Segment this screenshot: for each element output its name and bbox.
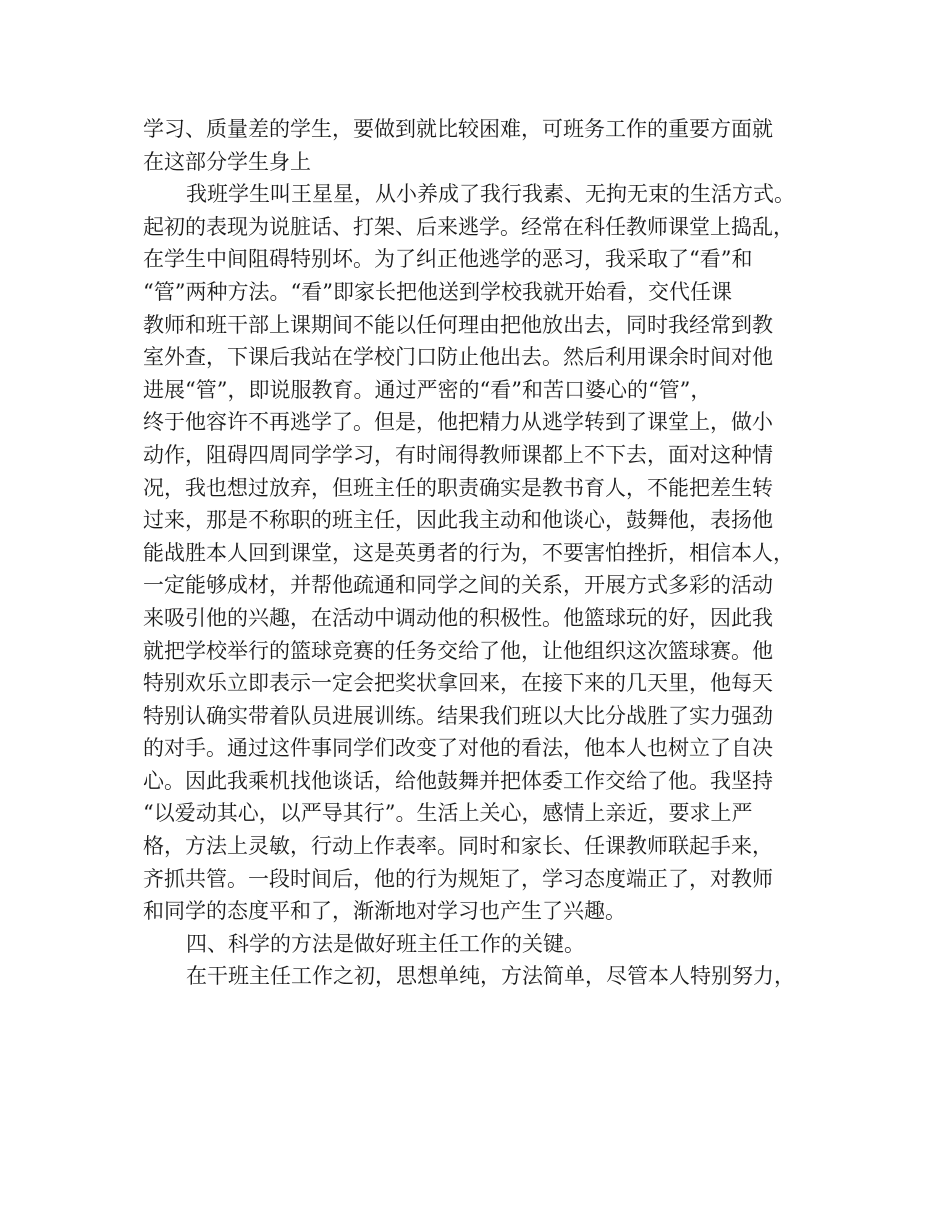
- text-line: 在这部分学生身上: [143, 149, 311, 174]
- text-line: 能战胜本人回到课堂，这是英勇者的行为，不要害怕挫折，相信本人，: [143, 540, 794, 565]
- text-line: 况，我也想过放弃，但班主任的职责确实是教书育人，不能把差生转: [143, 475, 773, 500]
- text-line: 心。因此我乘机找他谈话，给他鼓舞并把体委工作交给了他。我坚持: [143, 768, 773, 793]
- text-line: 特别欢乐立即表示一定会把奖状拿回来，在接下来的几天里，他每天: [143, 671, 773, 696]
- paragraph-start-line: 在干班主任工作之初，思想单纯，方法简单，尽管本人特别努力，: [186, 964, 795, 989]
- text-line: 过来，那是不称职的班主任，因此我主动和他谈心，鼓舞他，表扬他: [143, 508, 773, 533]
- paragraph-start-line: 我班学生叫王星星，从小养成了我行我素、无拘无束的生活方式。: [186, 182, 795, 207]
- text-line: “管”两种方法。“看”即家长把他送到学校我就开始看，交代任课: [143, 279, 732, 304]
- text-line: 动作，阻碍四周同学学习，有时闹得教师课都上不下去，面对这种情: [143, 442, 773, 467]
- text-line: 和同学的态度平和了，渐渐地对学习也产生了兴趣。: [143, 899, 626, 924]
- text-line: 格，方法上灵敏，行动上作表率。同时和家长、任课教师联起手来，: [143, 834, 773, 859]
- text-line: 的对手。通过这件事同学们改变了对他的看法，他本人也树立了自决: [143, 736, 773, 761]
- text-line: 齐抓共管。一段时间后，他的行为规矩了，学习态度端正了，对教师: [143, 866, 773, 891]
- text-line: 特别认确实带着队员进展训练。结果我们班以大比分战胜了实力强劲: [143, 703, 773, 728]
- text-line: 进展“管”，即说服教育。通过严密的“看”和苦口婆心的“管”，: [143, 377, 712, 402]
- text-line: 起初的表现为说脏话、打架、后来逃学。经常在科任教师课堂上捣乱，: [143, 214, 794, 239]
- text-line: 教师和班干部上课期间不能以任何理由把他放出去，同时我经常到教: [143, 312, 773, 337]
- text-line: 室外查，下课后我站在学校门口防止他出去。然后利用课余时间对他: [143, 345, 773, 370]
- text-line: “以爱动其心，以严导其行”。生活上关心，感情上亲近，要求上严: [143, 801, 753, 826]
- section-heading: 四、科学的方法是做好班主任工作的关键。: [186, 931, 585, 956]
- text-line: 一定能够成材，并帮他疏通和同学之间的关系，开展方式多彩的活动: [143, 573, 773, 598]
- text-line: 终于他容许不再逃学了。但是，他把精力从逃学转到了课堂上，做小: [143, 410, 773, 435]
- text-line: 学习、质量差的学生，要做到就比较困难，可班务工作的重要方面就: [143, 117, 773, 141]
- body-text: [143, 113, 833, 993]
- text-line: 在学生中间阻碍特别坏。为了纠正他逃学的恶习，我采取了“看”和: [143, 247, 753, 272]
- text-line: 来吸引他的兴趣，在活动中调动他的积极性。他篮球玩的好，因此我: [143, 605, 773, 630]
- text-line: 就把学校举行的篮球竞赛的任务交给了他，让他组织这次篮球赛。他: [143, 638, 773, 663]
